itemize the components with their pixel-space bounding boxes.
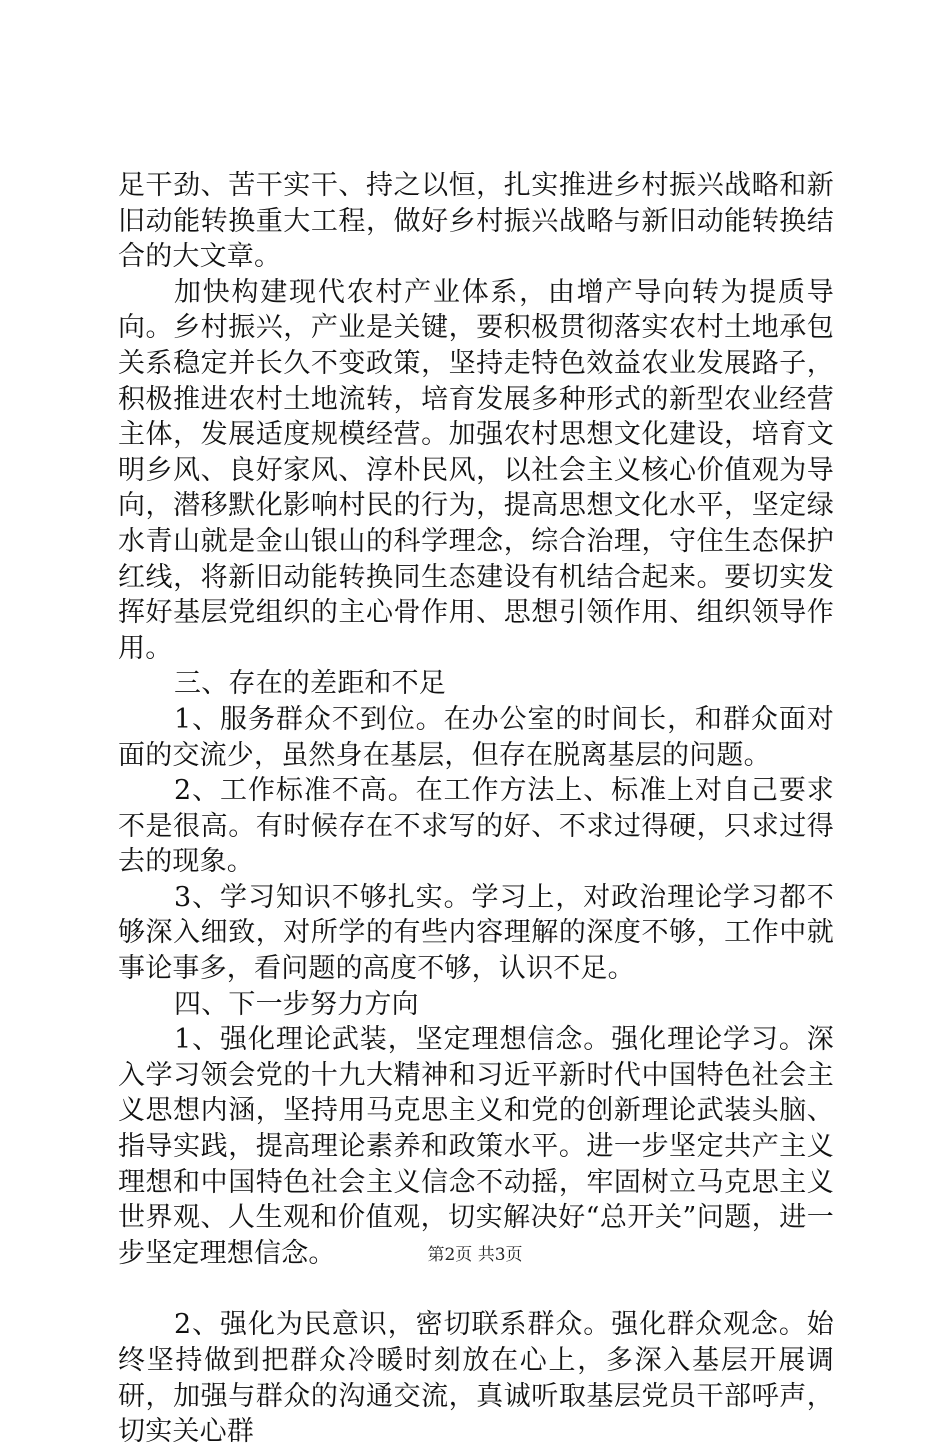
paragraph-gap-2: 2、工作标准不高。在工作方法上、标准上对自己要求不是很高。有时候存在不求写的好、不求过得硬，只求过得去的现象。 — [118, 775, 834, 878]
paragraph-industry-system: 加快构建现代农村产业体系，由增产导向转为提质导向。乡村振兴，产业是关键，要积极贯彻落实农村土地承包关系稳定并长久不变政策，坚持走特色效益农业发展路子，积极推进农村土地流转，培育发展多种形式的新型农业经营主体，发展适度规模经营。加强农村思想文化建设，培育文明乡风、良好家风、淳朴民风，以社会主义核心价值观为导向，潜移默化影响村民的行为，提高思想文化水平，坚定绿水青山就是金山银山的科学理念，综合治理，守住生态保护红线，将新旧动能转换同生态建设有机结合起来。要切实发挥好基层党组织的主心骨作用、思想引领作用、组织领导作用。 — [118, 276, 834, 664]
paragraph-spacer — [118, 1271, 834, 1307]
paragraph-step-2: 2、强化为民意识，密切联系群众。强化群众观念。始终坚持做到把群众冷暖时刻放在心上，多深入基层开展调研，加强与群众的沟通交流，真诚听取基层党员干部呼声，切实关心群 — [118, 1309, 834, 1448]
paragraph-continuation: 足干劲、苦干实干、持之以恒，扎实推进乡村振兴战略和新旧动能转换重大工程，做好乡村振兴战略与新旧动能转换结合的大文章。 — [118, 170, 834, 273]
section-heading-gaps: 三、存在的差距和不足 — [174, 668, 446, 700]
paragraph-gap-3: 3、学习知识不够扎实。学习上，对政治理论学习都不够深入细致，对所学的有些内容理解的深度不够，工作中就事论事多，看问题的高度不够，认识不足。 — [118, 881, 834, 985]
paragraph-gap-1: 1、服务群众不到位。在办公室的时间长，和群众面对面的交流少，虽然身在基层，但存在脱离基层的问题。 — [118, 703, 834, 771]
section-heading-next-steps: 四、下一步努力方向 — [174, 988, 419, 1020]
page-number-footer: 第2页 共3页 — [427, 1245, 523, 1265]
paragraph-step-1: 1、强化理论武装，坚定理想信念。强化理论学习。深入学习领会党的十九大精神和习近平新时代中国特色社会主义思想内涵，坚持用马克思主义和党的创新理论武装头脑、指导实践，提高理论素养和政策水平。进一步坚定共产主义理想和中国特色社会主义信念不动摇，牢固树立马克思主义世界观、人生观和价值观，切实解决好“总开关”问题，进一步坚定理想信念。 — [118, 1024, 834, 1269]
